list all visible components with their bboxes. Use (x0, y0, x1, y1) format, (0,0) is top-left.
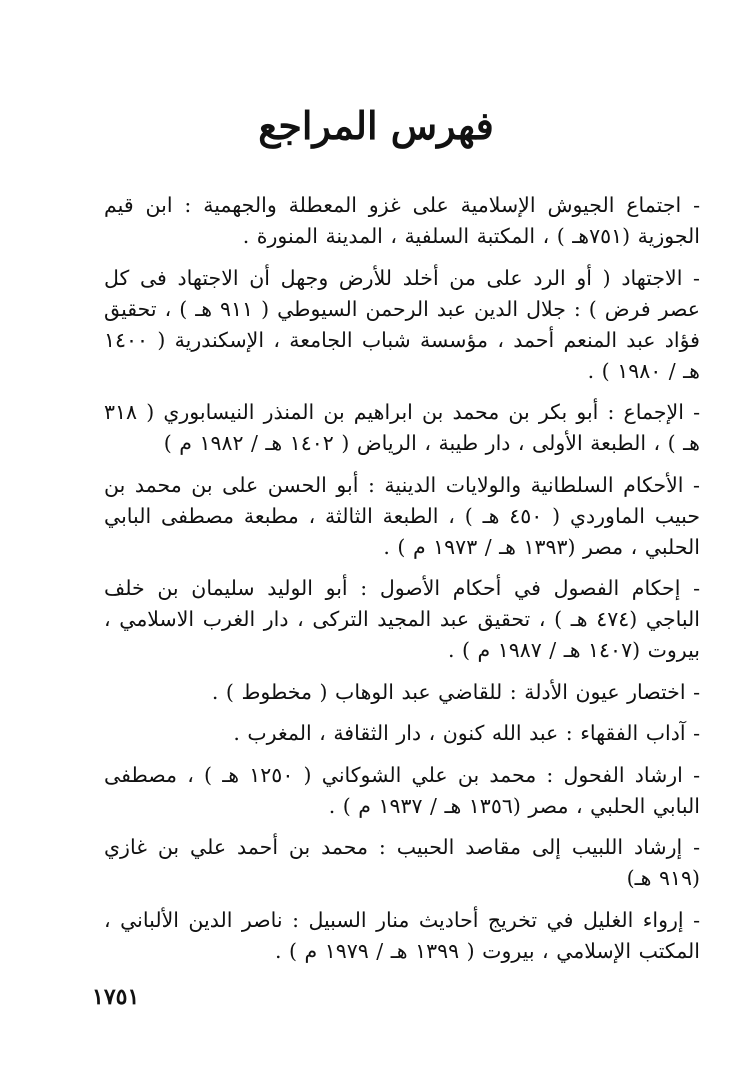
reference-entry: - إحكام الفصول في أحكام الأصول : أبو الوليد سليمان بن خلف الباجي (٤٧٤ هـ ) ، تحقيق عبد المجيد التركى ، دار الغرب الاسلامي ، بيروت (١٤٠٧ هـ / ١٩٨٧ م ) . (104, 576, 700, 662)
reference-entry: - إرشاد اللبيب إلى مقاصد الحبيب : محمد بن أحمد علي بن غازي (٩١٩ هـ) (104, 835, 700, 890)
reference-entry: - اختصار عيون الأدلة : للقاضي عبد الوهاب ( مخطوط ) . (211, 679, 700, 704)
page-title: فهرس المراجع (258, 103, 494, 148)
reference-entry: - إرواء الغليل في تخريج أحاديث منار السبيل : ناصر الدين الألباني ، المكتب الإسلامي ، بيروت ( ١٣٩٩ هـ / ١٩٧٩ م ) . (104, 907, 700, 963)
reference-entry: - الإجماع : أبو بكر بن محمد بن ابراهيم بن المنذر النيسابوري ( ٣١٨ هـ ) ، الطبعة الأولى ، دار طيبة ، الرياض ( ١٤٠٢ هـ / ١٩٨٢ م ) (104, 400, 700, 455)
page-number: ١٧٥١ (92, 984, 140, 1010)
reference-entry: - ارشاد الفحول : محمد بن علي الشوكاني ( ١٢٥٠ هـ ) ، مصطفى البابي الحلبي ، مصر (١٣٥٦ هـ / ١٩٣٧ م ) . (104, 762, 701, 818)
references-list (104, 190, 700, 977)
reference-entry: - اجتماع الجيوش الإسلامية على غزو المعطلة والجهمية : ابن قيم الجوزية (٧٥١هـ ) ، المكتبة السلفية ، المدينة المنورة . (104, 193, 700, 248)
reference-entry: - آداب الفقهاء : عبد الله كنون ، دار الثقافة ، المغرب . (233, 721, 700, 745)
reference-entry: - الأحكام السلطانية والولايات الدينية : أبو الحسن على بن محمد بن حبيب الماوردي ( ٤٥٠ هـ ) ، الطبعة الثالثة ، مطبعة مصطفى البابي الحلبي ، مصر (١٣٩٣ هـ / ١٩٧٣ م ) . (104, 472, 700, 559)
reference-entry: - الاجتهاد ( أو الرد على من أخلد للأرض وجهل أن الاجتهاد فى كل عصر فرض ) : جلال الدين عبد الرحمن السيوطي ( ٩١١ هـ ) ، تحقيق فؤاد عبد المنعم أحمد ، مؤسسة شباب الجامعة ، الإسكندرية ( ١٤٠٠ هـ / ١٩٨٠ ) . (104, 265, 700, 383)
